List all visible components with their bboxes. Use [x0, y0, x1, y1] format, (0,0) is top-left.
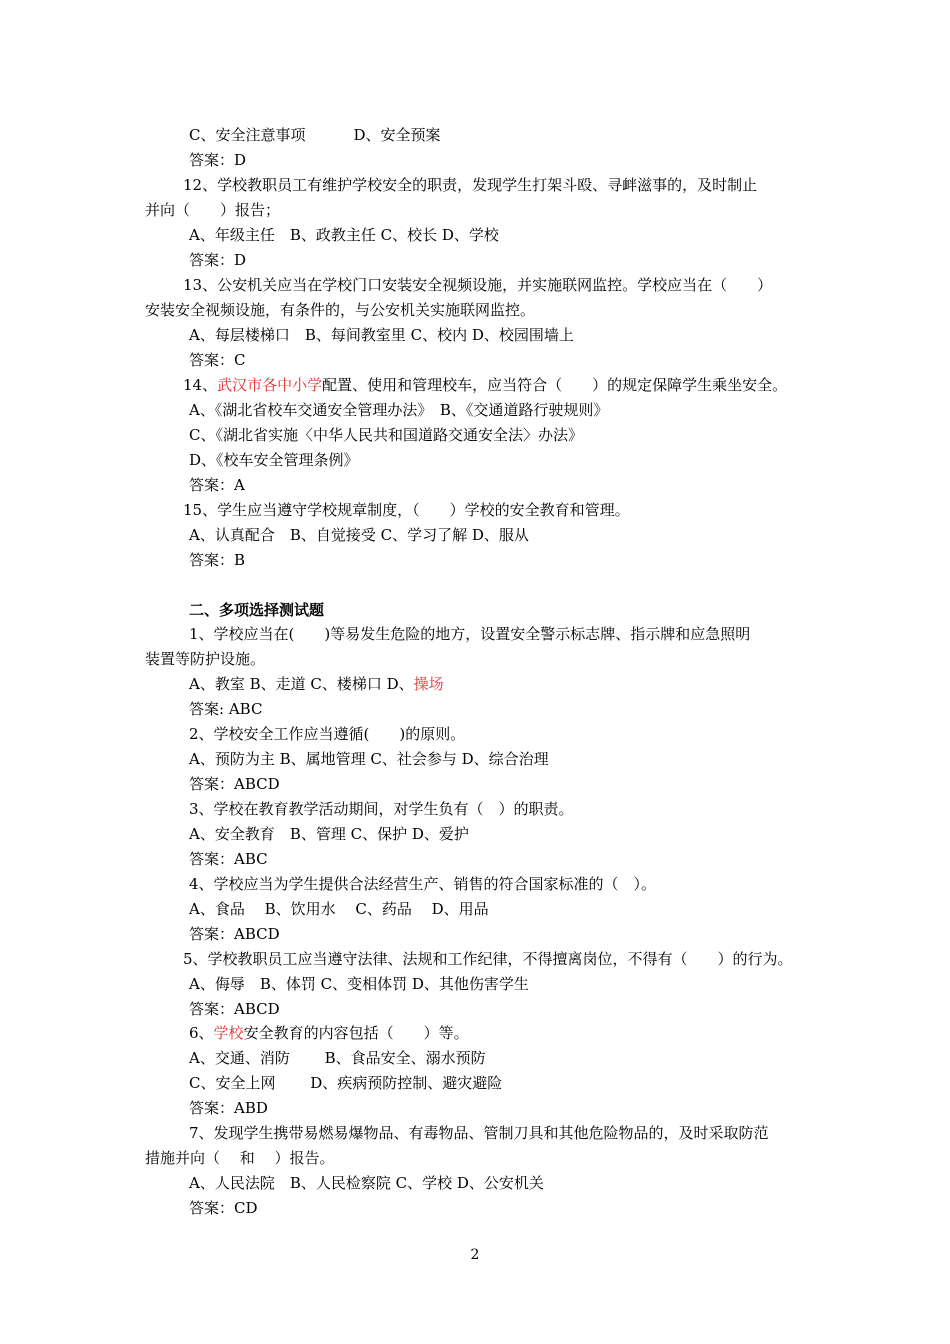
mq4-answer: 答案：ABCD — [189, 925, 280, 943]
mq1-options — [189, 672, 444, 697]
q13-options: A、每层楼梯口 B、每间教室里 C、校内 D、校园围墙上 — [189, 326, 574, 344]
mq3-options: A、安全教育 B、管理 C、保护 D、爱护 — [189, 825, 469, 843]
mq6-highlight: 学校 — [213, 1024, 244, 1042]
mq7-text-line1: 7、发现学生携带易燃易爆物品、有毒物品、管制刀具和其他危险物品的，及时采取防范 — [189, 1124, 769, 1142]
mq7-options: A、人民法院 B、人民检察院 C、学校 D、公安机关 — [189, 1174, 544, 1192]
q14-option-c: C、《湖北省实施〈中华人民共和国道路交通安全法〉办法》 — [189, 426, 583, 444]
option-d-text: D、安全预案 — [353, 126, 441, 144]
mq4-options: A、食品 B、饮用水 C、药品 D、用品 — [189, 900, 489, 918]
mq3-answer: 答案：ABC — [189, 850, 268, 868]
mq5-options: A、侮辱 B、体罚 C、变相体罚 D、其他伤害学生 — [189, 975, 529, 993]
q12-text-line2: 并向（ ）报告； — [145, 201, 281, 219]
mq7-text-line2: 措施并向（ 和 ）报告。 — [145, 1149, 335, 1167]
mq6-options-cd: C、安全上网 D、疾病预防控制、避灾避险 — [189, 1074, 503, 1092]
q11-option-c — [189, 123, 441, 148]
mq2-options: A、预防为主 B、属地管理 C、社会参与 D、综合治理 — [189, 750, 549, 768]
q15-text: 15、学生应当遵守学校规章制度，（ ）学校的安全教育和管理。 — [183, 501, 630, 519]
mq2-answer: 答案：ABCD — [189, 775, 280, 793]
mq3-text: 3、学校在教育教学活动期间，对学生负有（ ）的职责。 — [189, 800, 574, 818]
q14-text — [183, 373, 787, 398]
q14-answer: 答案：A — [189, 476, 245, 494]
mq6-rest: 安全教育的内容包括（ ）等。 — [243, 1024, 469, 1042]
page-number: 2 — [470, 1247, 480, 1263]
mq2-text: 2、学校安全工作应当遵循( )的原则。 — [189, 725, 466, 743]
mq6-text — [189, 1021, 469, 1046]
mq1-text-line1: 1、学校应当在( )等易发生危险的地方，设置安全警示标志牌、指示牌和应急照明 — [189, 625, 751, 643]
mq1-option-highlight: 操场 — [413, 675, 444, 693]
mq7-answer: 答案：CD — [189, 1199, 258, 1217]
mq6-number: 6、 — [189, 1024, 214, 1042]
mq6-answer: 答案：ABD — [189, 1099, 268, 1117]
mq5-answer: 答案：ABCD — [189, 1000, 280, 1018]
q12-options: A、年级主任 B、政教主任 C、校长 D、学校 — [189, 226, 499, 244]
q13-text-line2: 安装安全视频设施，有条件的，与公安机关实施联网监控。 — [145, 301, 536, 319]
q15-answer: 答案：B — [189, 551, 246, 569]
mq4-text: 4、学校应当为学生提供合法经营生产、销售的符合国家标准的（ ）。 — [189, 875, 657, 893]
q15-options: A、认真配合 B、自觉接受 C、学习了解 D、服从 — [189, 526, 529, 544]
mq6-options-ab: A、交通、消防 B、食品安全、溺水预防 — [189, 1049, 486, 1067]
q11-answer: 答案：D — [189, 151, 247, 169]
mq1-options-text: A、教室 B、走道 C、楼梯口 D、 — [189, 675, 414, 693]
q13-answer: 答案：C — [189, 351, 246, 369]
q12-text-line1: 12、学校教职员工有维护学校安全的职责，发现学生打架斗殴、寻衅滋事的，及时制止 — [183, 176, 758, 194]
q14-rest: 配置、使用和管理校车，应当符合（ ）的规定保障学生乘坐安全。 — [322, 376, 788, 394]
q14-option-a: A、《湖北省校车交通安全管理办法》 B、《交通道路行驶规则》 — [189, 401, 609, 419]
q14-option-d: D、《校车安全管理条例》 — [189, 451, 359, 469]
mq1-answer: 答案: ABC — [189, 700, 263, 718]
q13-text-line1: 13、公安机关应当在学校门口安装安全视频设施，并实施联网监控。学校应当在（ ） — [183, 276, 773, 294]
q12-answer: 答案：D — [189, 251, 247, 269]
q14-highlight: 武汉市各中小学 — [217, 376, 323, 394]
option-c-text: C、安全注意事项 — [189, 126, 306, 144]
mq1-text-line2: 装置等防护设施。 — [145, 650, 266, 668]
section-heading: 二、多项选择测试题 — [189, 601, 325, 619]
q14-number: 14、 — [183, 376, 218, 394]
mq5-text: 5、学校教职员工应当遵守法律、法规和工作纪律，不得擅离岗位，不得有（ ）的行为。 — [183, 950, 793, 968]
